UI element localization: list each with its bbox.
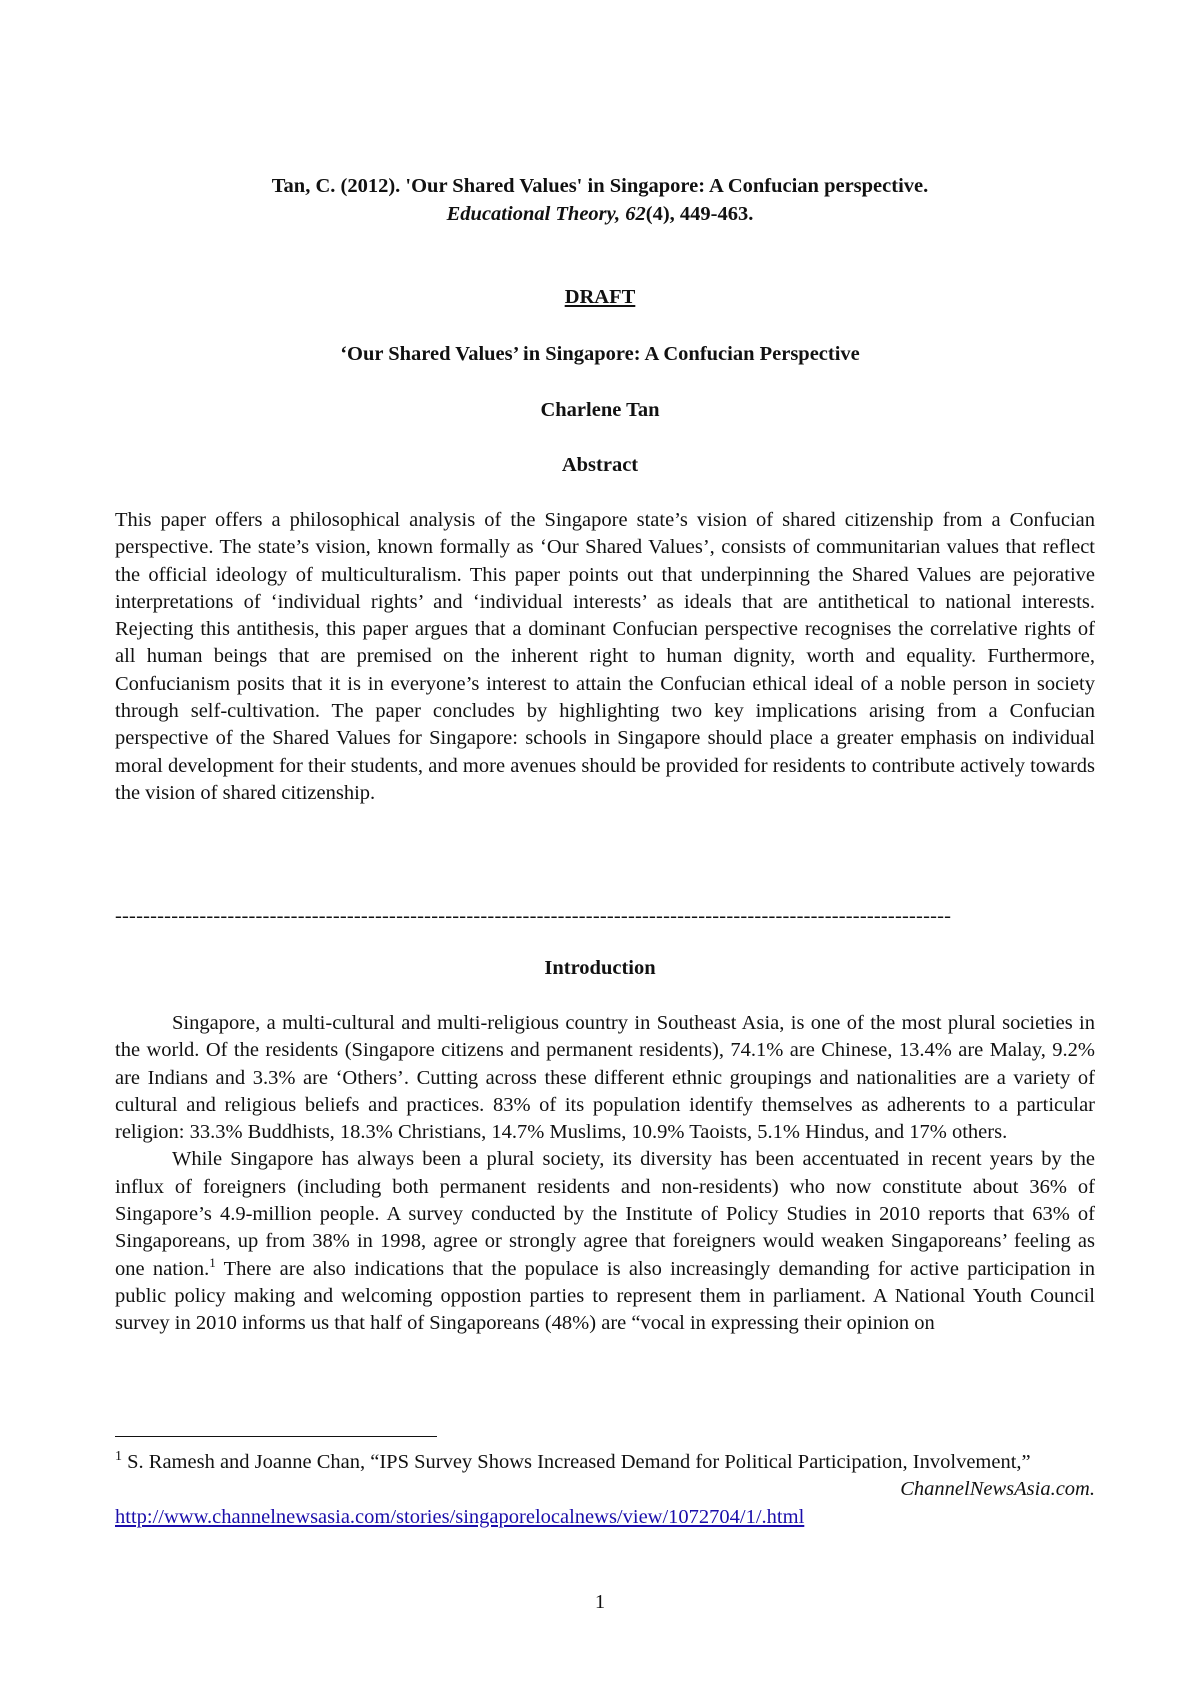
footnote-text: S. Ramesh and Joanne Chan, “IPS Survey Shows Increased Demand for Political Participation, Involvement,” xyxy=(122,1451,1031,1473)
citation-line-2 xyxy=(0,200,1200,228)
draft-label: DRAFT xyxy=(564,286,636,308)
footnote-marker: 1 xyxy=(115,1449,122,1465)
section-separator: ----------------------------------------------------------------------------------------------------------------------- xyxy=(115,905,952,927)
introduction-paragraph-2 xyxy=(115,1146,1095,1337)
paragraph-2-text-a: While Singapore has always been a plural society, its diversity has been accentuated in recent years by the influx of foreigners (including both permanent residents and non-residents) who now constitute about 36% of Singapore’s 4.9-million people. A survey conducted by the Institute of Policy Studies in 2010 reports that 63% of Singaporeans, up from 38% in 1998, agree or strongly agree that foreigners would weaken Singaporeans’ feeling as one nation. xyxy=(115,1148,1095,1280)
paper-title: ‘Our Shared Values’ in Singapore: A Confucian Perspective xyxy=(340,343,860,365)
introduction-paragraph-1: Singapore, a multi-cultural and multi-religious country in Southeast Asia, is one of the most plural societies in the world. Of the residents (Singapore citizens and permanent residents), 74.1% are Chinese, 13.4% are Malay, 9.2% are Indians and 3.3% are ‘Others’. Cutting across these different ethnic groupings and nationalities are a variety of cultural and religious beliefs and practices. 83% of its population identify themselves as adherents to a particular religion: 33.3% Buddhists, 18.3% Christians, 14.7% Muslims, 10.9% Taoists, 5.1% Hindus, and 17% others. xyxy=(115,1012,1095,1144)
introduction-heading: Introduction xyxy=(544,957,656,979)
footnote-reference[interactable]: 1 xyxy=(209,1254,216,1270)
citation-issue-pages: (4), 449-463. xyxy=(645,203,754,225)
abstract-heading: Abstract xyxy=(561,454,639,476)
introduction-body xyxy=(115,1010,1095,1338)
citation-line-1: Tan, C. (2012). 'Our Shared Values' in Singapore: A Confucian perspective. xyxy=(271,175,929,197)
citation-block xyxy=(0,172,1200,228)
footnote-source: ChannelNewsAsia.com. xyxy=(900,1478,1095,1501)
footnote xyxy=(115,1449,1095,1531)
author-name: Charlene Tan xyxy=(540,399,660,421)
paragraph-2-text-b: There are also indications that the populace is also increasingly demanding for active participation in public policy making and welcoming oppostion parties to represent them in parliament. A National Youth Council survey in 2010 informs us that half of Singaporeans (48%) are “vocal in expressing their opinion on xyxy=(115,1257,1095,1335)
page-number: 1 xyxy=(594,1591,606,1613)
footnote-link[interactable]: http://www.channelnewsasia.com/stories/singaporelocalnews/view/1072704/1/.html xyxy=(115,1505,805,1528)
citation-journal: Educational Theory, xyxy=(446,203,621,225)
footnote-divider xyxy=(115,1436,437,1437)
citation-volume: 62 xyxy=(625,203,646,225)
abstract-text: This paper offers a philosophical analysis of the Singapore state’s vision of shared citizenship from a Confucian perspective. The state’s vision, known formally as ‘Our Shared Values’, consists of communitarian values that reflect the official ideology of multiculturalism. This paper points out that underpinning the Shared Values are pejorative interpretations of ‘individual rights’ and ‘individual interests’ as ideals that are antithetical to national interests. Rejecting this antithesis, this paper argues that a dominant Confucian perspective recognises the correlative rights of all human beings that are premised on the inherent right to human dignity, worth and equality. Furthermore, Confucianism posits that it is in everyone’s interest to attain the Confucian ethical ideal of a noble person in society through self-cultivation. The paper concludes by highlighting two key implications arising from a Confucian perspective of the Shared Values for Singapore: schools in Singapore should place a greater emphasis on individual moral development for their students, and more avenues should be provided for residents to contribute actively towards the vision of shared citizenship. xyxy=(115,509,1095,804)
